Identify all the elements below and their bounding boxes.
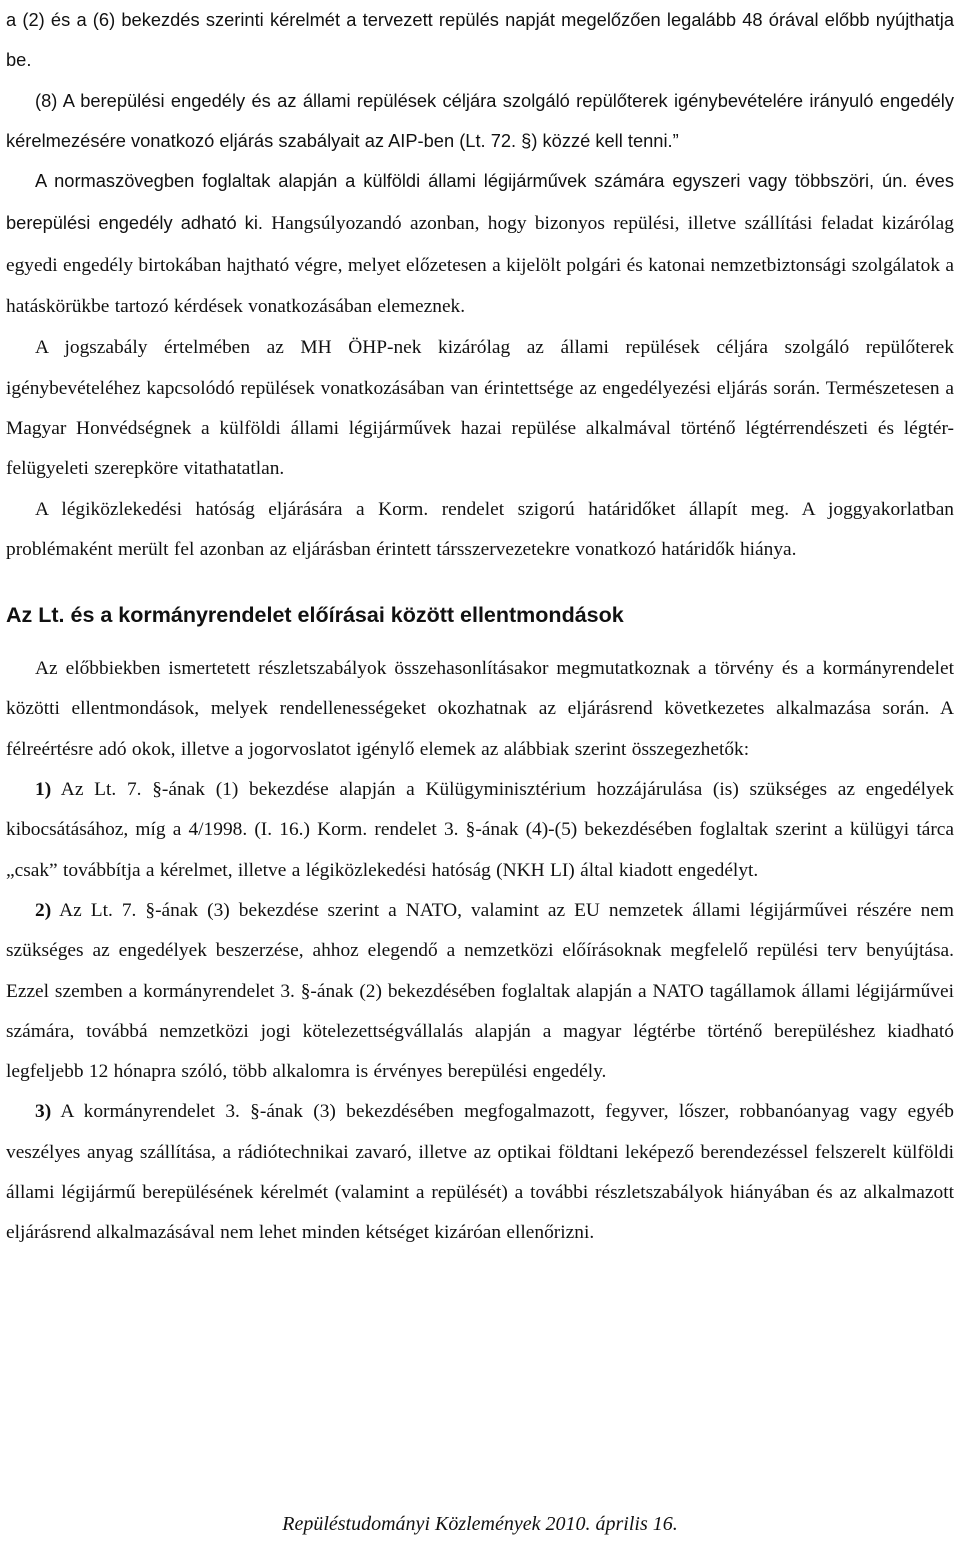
list-item-number: 1) [35,779,52,801]
paragraph-norm-text-sans: A normaszövegben foglaltak alapján a külföldi állami légijárművek számára egyszeri vagy többszöri, ún. éves berepülési engedély adható ki. [6,170,954,234]
paragraph-norm-text-serif: Hangsúlyozandó azonban, hogy bizonyos repülési, illetve szállítási feladat kizárólag egyedi engedély birtokában hajtható végre, melyet előzetesen a kijelölt polgári és katonai nemzetbiztonsági szolgálatok a hatáskörükbe tartozó kérdések vonatkozásában elemeznek. [6,213,954,318]
list-item-number: 3) [35,1101,52,1123]
list-item [6,1092,954,1253]
document-page [6,0,954,1254]
paragraph-mh-ohp: A jogszabály értelmében az MH ÖHP-nek kizárólag az állami repülések céljára szolgáló repülőterek igénybevételéhez kapcsolódó repülések vonatkozásában van érintettsége az engedélyezési eljárás során. Természetesen a Magyar Honvédségnek a külföldi állami légijárművek hazai repülése alkalmával történő légtérrendészeti és légtér-felügyeleti szerepköre vitathatatlan. [6,337,954,480]
list-item [6,891,954,1092]
page-footer: Repüléstudományi Közlemények 2010. április 16. [282,1513,678,1535]
list-item [6,770,954,891]
paragraph-section-8: (8) A berepülési engedély és az állami repülések céljára szolgáló repülőterek igénybevételére irányuló engedély kérelmezésére vonatkozó eljárás szabályait az AIP-ben (Lt. 72. §) közzé kell tenni.” [6,89,954,151]
paragraph-authority-deadlines: A légiközlekedési hatóság eljárására a Korm. rendelet szigorú határidőket állapít meg. A joggyakorlatban problémaként merült fel azonban az eljárásban érintett társszervezetekre vonatkozó határidők hiánya. [6,498,954,560]
section-intro: Az előbbiekben ismertetett részletszabályok összehasonlításakor megmutatkoznak a törvény és a kormányrendelet közötti ellentmondások, melyek rendellenességeket okozhatnak az eljárásrend következetes alkalmazása során. A félreértésre adó okok, illetve a jogorvoslatot igénylő elemek az alábbiak szerint összegezhetők: [6,658,954,760]
paragraph-continuation: a (2) és a (6) bekezdés szerinti kérelmét a tervezett repülés napját megelőzően legalább 48 órával előbb nyújthatja be. [6,9,954,71]
list-item-text: A kormányrendelet 3. §-ának (3) bekezdésében megfogalmazott, fegyver, lőszer, robbanóanyag vagy egyéb veszélyes anyag szállítása, a rádiótechnikai zavaró, illetve az optikai földtani leképező berendezéssel felszerelt külföldi állami légijármű berepülésének kérelmét (valamint a repülését) a további részletszabályok hiányában és az alkalmazott eljárásrend alkalmazásával nem lehet minden kétséget kizáróan ellenőrizni. [6,1101,954,1244]
list-item-text: Az Lt. 7. §-ának (3) bekezdése szerint a NATO, valamint az EU nemzetek állami légijárművei részére nem szükséges az engedélyek beszerzése, ahhoz elegendő a nemzetközi előírásoknak megfelelő repülési terv benyújtása. Ezzel szemben a kormányrendelet 3. §-ának (2) bekezdésében foglaltak alapján a NATO tagállamok állami légijárművei számára, továbbá nemzetközi jogi kötelezettségvállalás alapján a magyar légtérbe történő berepüléshez kiadható legfeljebb 12 hónapra szóló, több alkalomra is érvényes berepülési engedély. [6,899,954,1083]
section-heading: Az Lt. és a kormányrendelet előírásai között ellentmondások [6,603,624,628]
list-item-text: Az Lt. 7. §-ának (1) bekezdése alapján a Külügyminisztérium hozzájárulása (is) szükséges az engedélyek kibocsátásához, míg a 4/1998. (I. 16.) Korm. rendelet 3. §-ának (4)-(5) bekezdésében foglaltak szerint a külügyi tárca „csak” továbbítja a kérelmet, illetve a légiközlekedési hatóság (NKH LI) által kiadott engedélyt. [6,779,954,881]
list-item-number: 2) [35,899,52,921]
paragraph-norm-text [6,161,954,328]
